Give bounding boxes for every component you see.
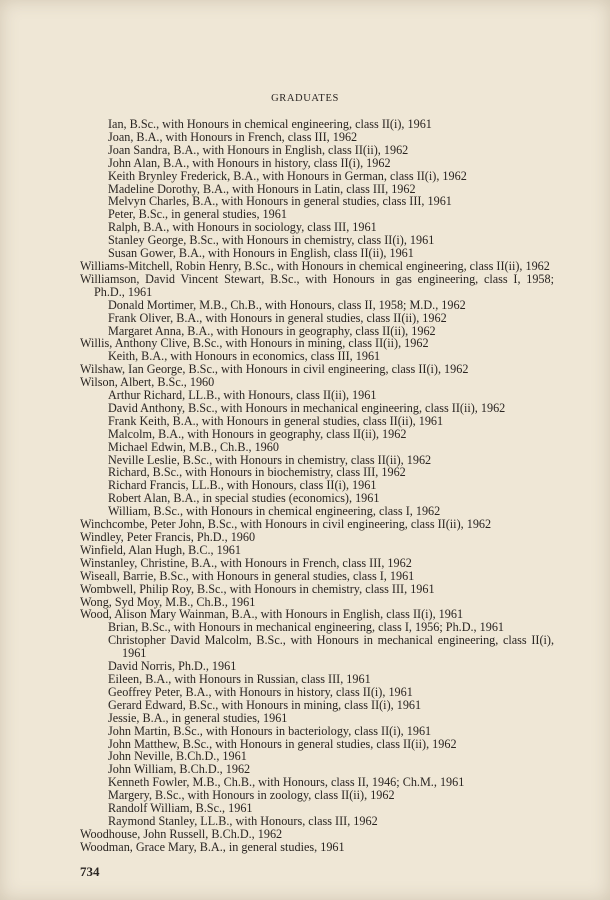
graduate-sub-entry: Margery, B.Sc., with Honours in zoology, class II(ii), 1962 [108,788,395,803]
graduate-sub-entry: Margaret Anna, B.A., with Honours in geography, class II(ii), 1962 [108,323,436,338]
graduate-sub-entry: Richard Francis, LL.B., with Honours, class II(i), 1961 [108,478,377,493]
graduate-sub-entry: Geoffrey Peter, B.A., with Honours in history, class II(i), 1961 [108,684,413,699]
graduate-sub-entry: Frank Keith, B.A., with Honours in general studies, class II(ii), 1961 [108,413,444,428]
graduate-sub-entry: Arthur Richard, LL.B., with Honours, class II(ii), 1961 [108,388,377,403]
graduate-sub-entry: Brian, B.Sc., with Honours in mechanical engineering, class I, 1956; Ph.D., 1961 [108,620,505,635]
graduate-sub-entry: Donald Mortimer, M.B., Ch.B., with Honours, class II, 1958; M.D., 1962 [108,297,466,312]
running-head: GRADUATES [271,93,339,104]
graduate-entry: Wood, Alison Mary Wainman, B.A., with Honours in English, class II(i), 1961 [80,607,464,622]
graduate-sub-entry: Neville Leslie, B.Sc., with Honours in chemistry, class II(ii), 1962 [108,452,432,467]
graduate-entry: Winchcombe, Peter John, B.Sc., with Honours in civil engineering, class II(ii), 1962 [80,517,492,532]
graduate-sub-entry: John Alan, B.A., with Honours in history, class II(i), 1962 [108,155,391,170]
graduate-sub-entry: David Anthony, B.Sc., with Honours in mechanical engineering, class II(ii), 1962 [108,400,506,415]
graduate-sub-entry: Christopher David Malcolm, B.Sc., with Honours in mechanical engineering, class II(i), 1961 [108,633,554,661]
graduate-sub-entry: Kenneth Fowler, M.B., Ch.B., with Honours, class II, 1946; Ch.M., 1961 [108,775,465,790]
graduate-entry: Wong, Syd Moy, M.B., Ch.B., 1961 [80,594,256,609]
graduate-entry: Willis, Anthony Clive, B.Sc., with Honours in mining, class II(ii), 1962 [80,336,429,351]
graduate-sub-entry: Jessie, B.A., in general studies, 1961 [108,710,288,725]
graduate-sub-entry: Randolf William, B.Sc., 1961 [108,801,253,816]
graduate-sub-entry: Joan Sandra, B.A., with Honours in English, class II(ii), 1962 [108,142,409,157]
graduate-sub-entry: Peter, B.Sc., in general studies, 1961 [108,207,287,222]
graduate-entry: Williams-Mitchell, Robin Henry, B.Sc., with Honours in chemical engineering, class II(ii), 1962 [80,258,550,273]
graduate-sub-entry: Michael Edwin, M.B., Ch.B., 1960 [108,439,279,454]
graduate-sub-entry: Ralph, B.A., with Honours in sociology, class III, 1961 [108,220,377,235]
graduate-sub-entry: Keith Brynley Frederick, B.A., with Honours in German, class II(i), 1962 [108,168,467,183]
graduate-entry: Winstanley, Christine, B.A., with Honours in French, class III, 1962 [80,555,412,570]
graduate-entry: Winfield, Alan Hugh, B.C., 1961 [80,542,241,557]
graduate-entry: Wilson, Albert, B.Sc., 1960 [80,375,215,390]
graduate-sub-entry: William, B.Sc., with Honours in chemical engineering, class I, 1962 [108,504,441,519]
graduate-sub-entry: Robert Alan, B.A., in special studies (economics), 1961 [108,491,380,506]
graduate-sub-entry: John Matthew, B.Sc., with Honours in general studies, class II(ii), 1962 [108,736,457,751]
graduate-sub-entry: Malcolm, B.A., with Honours in geography, class II(ii), 1962 [108,426,407,441]
graduate-sub-entry: Ian, B.Sc., with Honours in chemical engineering, class II(i), 1961 [108,117,432,131]
graduate-sub-entry: Joan, B.A., with Honours in French, class III, 1962 [108,129,358,144]
graduate-entry: Wilshaw, Ian George, B.Sc., with Honours in civil engineering, class II(i), 1962 [80,362,469,377]
graduate-sub-entry: Raymond Stanley, LL.B., with Honours, class III, 1962 [108,813,378,828]
graduate-sub-entry: John Martin, B.Sc., with Honours in bacteriology, class II(i), 1961 [108,723,432,738]
graduate-sub-entry: Melvyn Charles, B.A., with Honours in general studies, class III, 1961 [108,194,452,209]
graduate-entry: Wombwell, Philip Roy, B.Sc., with Honours in chemistry, class III, 1961 [80,581,435,596]
graduate-sub-entry: Stanley George, B.Sc., with Honours in chemistry, class II(i), 1961 [108,233,435,248]
graduate-entry: Windley, Peter Francis, Ph.D., 1960 [80,530,256,544]
graduate-sub-entry: John Neville, B.Ch.D., 1961 [108,749,247,764]
graduate-sub-entry: Frank Oliver, B.A., with Honours in general studies, class II(ii), 1962 [108,310,447,325]
graduate-sub-entry: Gerard Edward, B.Sc., with Honours in mining, class II(i), 1961 [108,697,422,712]
graduate-sub-entry: Eileen, B.A., with Honours in Russian, class III, 1961 [108,671,371,686]
graduate-list [80,118,554,854]
graduate-sub-entry: Madeline Dorothy, B.A., with Honours in Latin, class III, 1962 [108,181,416,196]
graduate-sub-entry: Susan Gower, B.A., with Honours in English, class II(ii), 1961 [108,246,414,261]
graduate-entry: Woodman, Grace Mary, B.A., in general studies, 1961 [80,839,345,854]
graduate-sub-entry: David Norris, Ph.D., 1961 [108,659,237,674]
page-number: 734 [80,863,100,879]
graduate-sub-entry: Keith, B.A., with Honours in economics, class III, 1961 [108,349,381,364]
graduate-entry: Williamson, David Vincent Stewart, B.Sc., with Honours in gas engineering, class I, 1958; Ph.D., 1961 [80,271,554,299]
graduate-entry: Wiseall, Barrie, B.Sc., with Honours in general studies, class I, 1961 [80,568,415,583]
graduate-sub-entry: John William, B.Ch.D., 1962 [108,762,251,777]
graduate-entry: Woodhouse, John Russell, B.Ch.D., 1962 [80,826,283,841]
graduate-sub-entry: Richard, B.Sc., with Honours in biochemistry, class III, 1962 [108,465,406,480]
